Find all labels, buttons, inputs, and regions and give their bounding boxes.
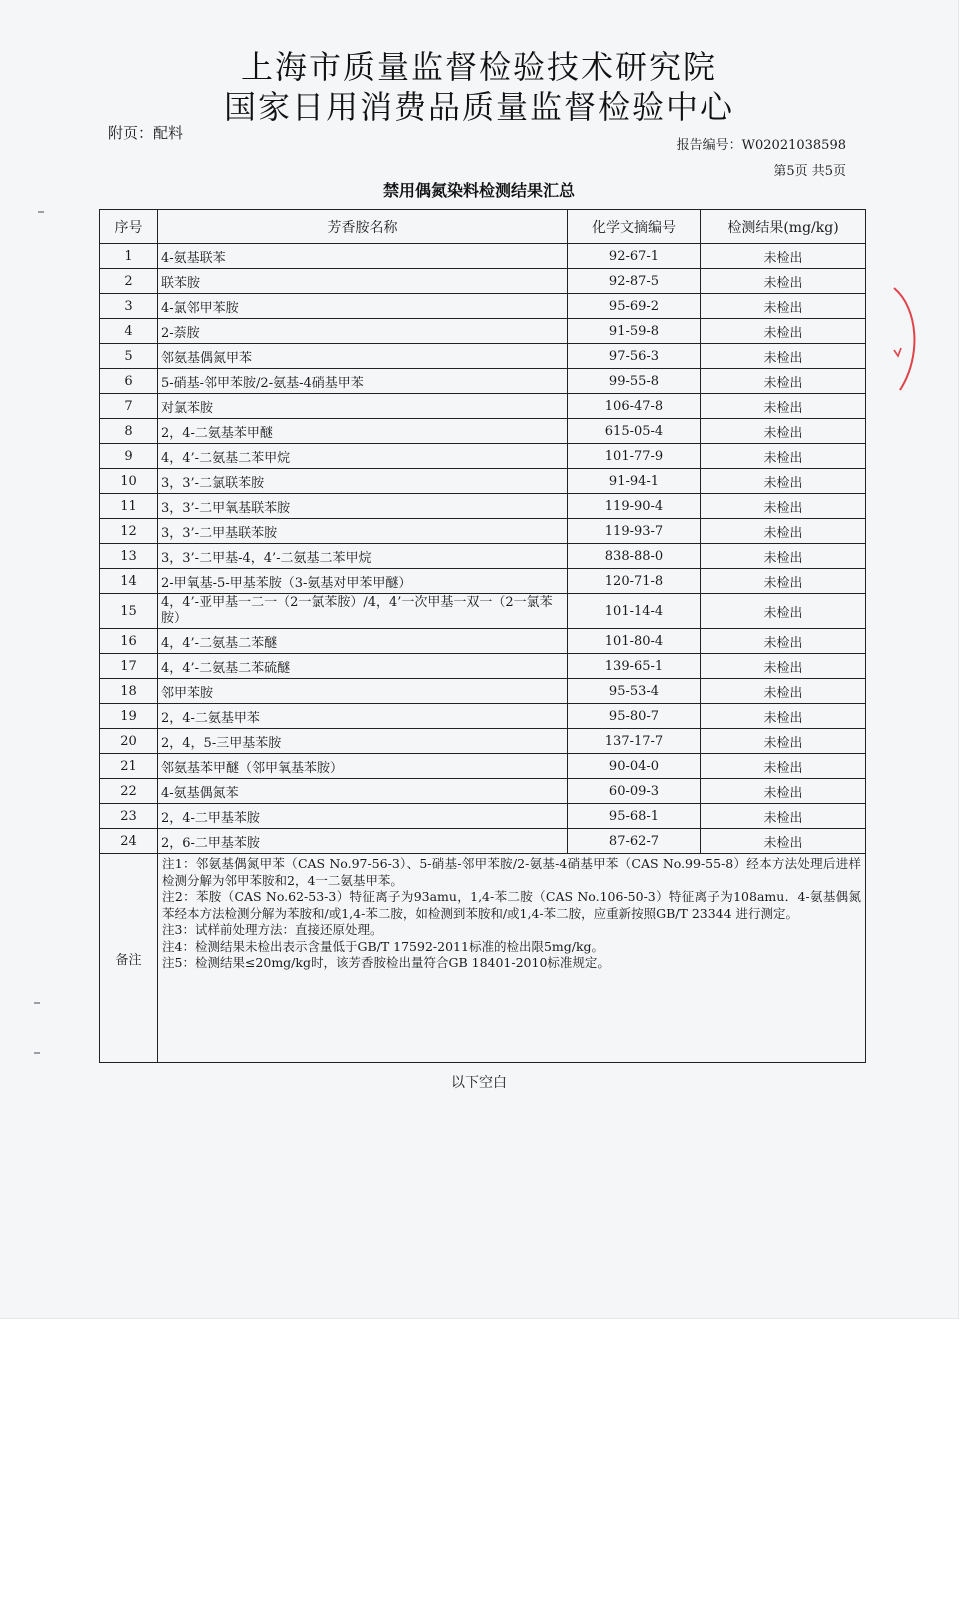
cas-number-cell: 99-55-8 <box>568 369 701 394</box>
header-serial: 序号 <box>100 210 158 244</box>
cas-number-cell: 91-94-1 <box>568 469 701 494</box>
serial-number-cell: 17 <box>100 654 158 679</box>
table-row <box>100 544 866 569</box>
note-item: 注5：检测结果≤20mg/kg时，该芳香胺检出量符合GB 18401-2010标准规定。 <box>162 955 610 970</box>
serial-number-cell: 9 <box>100 444 158 469</box>
amine-name-cell: 4，4’-二氨基二苯甲烷 <box>158 444 568 469</box>
amine-name-cell: 4-氨基联苯 <box>158 244 568 269</box>
results-table <box>99 209 866 1063</box>
result-cell: 未检出 <box>701 679 866 704</box>
amine-name-cell: 3，3’-二甲氧基联苯胺 <box>158 494 568 519</box>
result-cell: 未检出 <box>701 594 866 629</box>
amine-name-cell: 4，4’-二氨基二苯醚 <box>158 629 568 654</box>
table-row <box>100 369 866 394</box>
cas-number-cell: 139-65-1 <box>568 654 701 679</box>
result-cell: 未检出 <box>701 544 866 569</box>
cas-number-cell: 101-80-4 <box>568 629 701 654</box>
table-row <box>100 269 866 294</box>
cas-number-cell: 120-71-8 <box>568 569 701 594</box>
table-row <box>100 704 866 729</box>
serial-number-cell: 18 <box>100 679 158 704</box>
table-row <box>100 294 866 319</box>
serial-number-cell: 8 <box>100 419 158 444</box>
serial-number-cell: 6 <box>100 369 158 394</box>
amine-name-cell: 2，6-二甲基苯胺 <box>158 829 568 854</box>
table-row <box>100 754 866 779</box>
amine-name-cell: 4，4’-亚甲基一二一（2一氯苯胺）/4，4’一次甲基一双一（2一氯苯胺） <box>158 594 568 629</box>
amine-name-cell: 2-甲氧基-5-甲基苯胺（3-氨基对甲苯甲醚） <box>158 569 568 594</box>
serial-number-cell: 13 <box>100 544 158 569</box>
red-pen-mark <box>888 286 928 394</box>
notes-label: 备注 <box>100 854 158 1063</box>
table-row <box>100 494 866 519</box>
result-cell: 未检出 <box>701 269 866 294</box>
serial-number-cell: 1 <box>100 244 158 269</box>
serial-number-cell: 2 <box>100 269 158 294</box>
cas-number-cell: 106-47-8 <box>568 394 701 419</box>
result-cell: 未检出 <box>701 494 866 519</box>
amine-name-cell: 3，3’-二氯联苯胺 <box>158 469 568 494</box>
table-row <box>100 444 866 469</box>
header-result: 检测结果(mg/kg) <box>701 210 866 244</box>
cas-number-cell: 97-56-3 <box>568 344 701 369</box>
punch-hole-mark <box>34 1052 40 1054</box>
result-cell: 未检出 <box>701 804 866 829</box>
table-row <box>100 394 866 419</box>
cas-number-cell: 95-68-1 <box>568 804 701 829</box>
result-cell: 未检出 <box>701 444 866 469</box>
result-cell: 未检出 <box>701 344 866 369</box>
table-row <box>100 804 866 829</box>
result-cell: 未检出 <box>701 469 866 494</box>
serial-number-cell: 23 <box>100 804 158 829</box>
serial-number-cell: 16 <box>100 629 158 654</box>
institute-title: 上海市质量监督检验技术研究院 <box>240 48 717 86</box>
report-number: 报告编号：W02021038598 <box>676 138 846 153</box>
serial-number-cell: 19 <box>100 704 158 729</box>
amine-name-cell: 邻氨基苯甲醚（邻甲氧基苯胺） <box>158 754 568 779</box>
cas-number-cell: 137-17-7 <box>568 729 701 754</box>
cas-number-cell: 92-67-1 <box>568 244 701 269</box>
result-cell: 未检出 <box>701 519 866 544</box>
amine-name-cell: 4，4’-二氨基二苯硫醚 <box>158 654 568 679</box>
amine-name-cell: 邻甲苯胺 <box>158 679 568 704</box>
document-title: 禁用偶氮染料检测结果汇总 <box>382 181 575 200</box>
cas-number-cell: 95-53-4 <box>568 679 701 704</box>
amine-name-cell: 3，3’-二甲基联苯胺 <box>158 519 568 544</box>
result-cell: 未检出 <box>701 244 866 269</box>
table-row <box>100 344 866 369</box>
result-cell: 未检出 <box>701 394 866 419</box>
serial-number-cell: 22 <box>100 779 158 804</box>
serial-number-cell: 3 <box>100 294 158 319</box>
note-item: 注3：试样前处理方法：直接还原处理。 <box>162 922 383 937</box>
amine-name-cell: 2，4-二氨基苯甲醚 <box>158 419 568 444</box>
cas-number-cell: 615-05-4 <box>568 419 701 444</box>
header-cas-number: 化学文摘编号 <box>568 210 701 244</box>
cas-number-cell: 92-87-5 <box>568 269 701 294</box>
punch-hole-mark <box>38 211 44 213</box>
amine-name-cell: 4-氯邻甲苯胺 <box>158 294 568 319</box>
page-number: 第5页 共5页 <box>773 164 846 179</box>
notes-cell <box>158 854 866 1063</box>
amine-name-cell: 3，3’-二甲基-4，4’-二氨基二苯甲烷 <box>158 544 568 569</box>
result-cell: 未检出 <box>701 569 866 594</box>
note-item: 注2：苯胺（CAS No.62-53-3）特征离子为93amu，1,4-苯二胺（CAS No.106-50-3）特征离子为108amu．4-氨基偶氮苯经本方法检测分解为苯胺和/或1,4-苯二胺，如检测到苯胺和/或1,4-苯二胺，应重新按照GB/T 23344 进行测定。 <box>162 889 861 921</box>
table-row <box>100 629 866 654</box>
serial-number-cell: 14 <box>100 569 158 594</box>
amine-name-cell: 2，4-二甲基苯胺 <box>158 804 568 829</box>
note-item: 注4：检测结果未检出表示含量低于GB/T 17592-2011标准的检出限5mg/kg。 <box>162 938 605 954</box>
cas-number-cell: 90-04-0 <box>568 754 701 779</box>
result-cell: 未检出 <box>701 369 866 394</box>
result-cell: 未检出 <box>701 654 866 679</box>
table-row <box>100 779 866 804</box>
result-cell: 未检出 <box>701 829 866 854</box>
cas-number-cell: 95-80-7 <box>568 704 701 729</box>
result-cell: 未检出 <box>701 629 866 654</box>
serial-number-cell: 7 <box>100 394 158 419</box>
cas-number-cell: 119-93-7 <box>568 519 701 544</box>
result-cell: 未检出 <box>701 704 866 729</box>
table-row <box>100 594 866 629</box>
cas-number-cell: 91-59-8 <box>568 319 701 344</box>
amine-name-cell: 对氯苯胺 <box>158 394 568 419</box>
serial-number-cell: 15 <box>100 594 158 629</box>
result-cell: 未检出 <box>701 779 866 804</box>
table-row <box>100 679 866 704</box>
result-cell: 未检出 <box>701 319 866 344</box>
amine-name-cell: 2，4，5-三甲基苯胺 <box>158 729 568 754</box>
center-title: 国家日用消费品质量监督检验中心 <box>223 88 734 126</box>
blank-below-note: 以下空白 <box>451 1075 507 1091</box>
cas-number-cell: 119-90-4 <box>568 494 701 519</box>
cas-number-cell: 101-77-9 <box>568 444 701 469</box>
table-row <box>100 419 866 444</box>
serial-number-cell: 24 <box>100 829 158 854</box>
serial-number-cell: 4 <box>100 319 158 344</box>
table-row <box>100 469 866 494</box>
table-row <box>100 829 866 854</box>
serial-number-cell: 10 <box>100 469 158 494</box>
serial-number-cell: 5 <box>100 344 158 369</box>
result-cell: 未检出 <box>701 729 866 754</box>
notes-row <box>100 854 866 1063</box>
cas-number-cell: 838-88-0 <box>568 544 701 569</box>
cas-number-cell: 95-69-2 <box>568 294 701 319</box>
result-cell: 未检出 <box>701 754 866 779</box>
amine-name-cell: 5-硝基-邻甲苯胺/2-氨基-4硝基甲苯 <box>158 369 568 394</box>
amine-name-cell: 2-萘胺 <box>158 319 568 344</box>
appendix-label: 附页：配料 <box>108 124 184 142</box>
amine-name-cell: 4-氨基偶氮苯 <box>158 779 568 804</box>
serial-number-cell: 21 <box>100 754 158 779</box>
amine-name-cell: 联苯胺 <box>158 269 568 294</box>
table-row <box>100 519 866 544</box>
amine-name-cell: 邻氨基偶氮甲苯 <box>158 344 568 369</box>
table-row <box>100 654 866 679</box>
note-item: 注1：邻氨基偶氮甲苯（CAS No.97-56-3）、5-硝基-邻甲苯胺/2-氨基-4硝基甲苯（CAS No.99-55-8）经本方法处理后进样检测分解为邻甲苯胺和2，4一二氨基甲苯。 <box>162 856 861 888</box>
cas-number-cell: 87-62-7 <box>568 829 701 854</box>
table-row <box>100 244 866 269</box>
cas-number-cell: 60-09-3 <box>568 779 701 804</box>
table-row <box>100 569 866 594</box>
header-amine-name: 芳香胺名称 <box>158 210 568 244</box>
table-header-row <box>100 210 866 244</box>
serial-number-cell: 11 <box>100 494 158 519</box>
table-row <box>100 729 866 754</box>
cas-number-cell: 101-14-4 <box>568 594 701 629</box>
amine-name-cell: 2，4-二氨基甲苯 <box>158 704 568 729</box>
punch-hole-mark <box>34 1002 40 1004</box>
table-row <box>100 319 866 344</box>
result-cell: 未检出 <box>701 419 866 444</box>
serial-number-cell: 20 <box>100 729 158 754</box>
serial-number-cell: 12 <box>100 519 158 544</box>
result-cell: 未检出 <box>701 294 866 319</box>
